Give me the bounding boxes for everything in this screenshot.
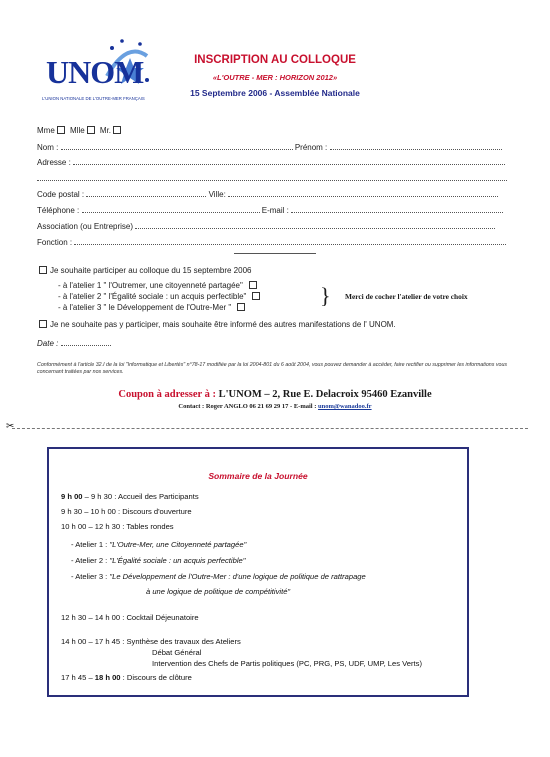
legal-note: Conformément à l'article 32.I de la loi "Informatique et Libertés" n°78-17 modifiée par la loi 2004-801 du 6 août 2004, vous pouvez demander à accéder, faire rectifier ou supprimer les informations vous concernant traitées par nos services. — [37, 362, 508, 375]
brace-icon: } — [320, 283, 331, 308]
schedule-time: 14 h 00 – 17 h 45 — [61, 637, 121, 646]
atelier-title: "L'Outre-Mer, une Citoyenneté partagée" — [109, 540, 247, 549]
closing-item — [61, 673, 192, 682]
adresse-line-2 — [37, 173, 507, 183]
schedule-text: : Accueil des Participants — [112, 492, 199, 501]
participate-row — [37, 266, 251, 275]
summary-box — [47, 447, 469, 697]
mr-label: Mr. — [99, 126, 112, 135]
atelier-title: "Le Développement de l'Outre-Mer : d'une logique de politique de rattrapage — [109, 572, 366, 581]
debat-item: Débat Général — [152, 648, 202, 657]
atelier-3-row — [58, 303, 248, 312]
mr-checkbox[interactable] — [113, 126, 121, 134]
mme-checkbox[interactable] — [57, 126, 65, 134]
coupon-contact: Contact : Roger ANGLO 06 21 69 29 17 - E-mail : — [178, 403, 319, 410]
email-field[interactable] — [291, 205, 503, 213]
atelier-item — [71, 540, 246, 549]
telephone-row — [37, 205, 503, 215]
code-postal-row — [37, 189, 498, 199]
atelier-title-continued: à une logique de politique de compétitivité" — [146, 587, 291, 596]
coupon-address-line — [0, 389, 550, 400]
date-label: Date : — [37, 339, 59, 348]
atelier-item — [71, 572, 366, 581]
logo-wordmark: UNOM — [46, 54, 144, 90]
atelier-3-checkbox[interactable] — [237, 303, 245, 311]
association-label: Association (ou Entreprise) — [37, 222, 134, 231]
atelier-2-checkbox[interactable] — [252, 292, 260, 300]
atelier-title: "L'Égalité sociale : un acquis perfectible" — [109, 556, 246, 565]
coupon-contact-line — [0, 403, 550, 410]
page-title: INSCRIPTION AU COLLOQUE — [194, 54, 356, 66]
fonction-field[interactable] — [74, 237, 506, 245]
adresse-field[interactable] — [73, 157, 505, 165]
nom-label: Nom : — [37, 143, 59, 152]
association-row — [37, 221, 495, 231]
mlle-checkbox[interactable] — [87, 126, 95, 134]
date-field[interactable] — [61, 338, 111, 346]
not-participate-label: Je ne souhaite pas y participer, mais souhaite être informé des autres manifestations de l' UNOM. — [50, 320, 396, 329]
atelier-item — [71, 556, 245, 565]
unom-logo — [40, 34, 155, 109]
atelier-2-label: - à l'atelier 2 " l'Égalité sociale : un acquis perfectible" — [58, 292, 247, 301]
schedule-text: : Tables rondes — [120, 522, 174, 531]
intervention-item: Intervention des Chefs de Partis politiques (PC, PRG, PS, UDF, UMP, Les Verts) — [152, 659, 422, 668]
atelier-3-label: - à l'atelier 3 " le Développement de l'Outre-Mer " — [58, 303, 232, 312]
schedule-time: – 9 h 30 — [82, 492, 113, 501]
civility-row — [37, 126, 124, 135]
schedule-item — [61, 492, 199, 501]
atelier-1-row — [58, 281, 260, 290]
schedule-time: 17 h 45 – — [61, 673, 95, 682]
synthese-item — [61, 637, 241, 646]
schedule-text: : Synthèse des travaux des Ateliers — [120, 637, 241, 646]
association-field[interactable] — [135, 221, 495, 229]
nom-row — [37, 142, 502, 152]
logo-subtitle: L'UNION NATIONALE DE L'OUTRE-MER FRANÇAIS — [42, 96, 145, 101]
ville-field[interactable] — [228, 189, 498, 197]
telephone-label: Téléphone : — [37, 206, 80, 215]
coupon-label: Coupon à adresser à : — [118, 389, 216, 400]
colloque-subtitle: «L'OUTRE - MER : HORIZON 2012» — [212, 73, 338, 82]
code-postal-field[interactable] — [86, 189, 206, 197]
atelier-3-continuation — [146, 587, 290, 596]
code-postal-label: Code postal : — [37, 190, 85, 199]
participate-checkbox[interactable] — [39, 266, 47, 274]
date-row — [37, 338, 111, 348]
schedule-time-bold: 18 h 00 — [94, 673, 121, 682]
schedule-item — [61, 522, 174, 531]
summary-title: Sommaire de la Journée — [208, 471, 308, 481]
prenom-label: Prénom : — [294, 143, 328, 152]
cocktail-item: 12 h 30 – 14 h 00 : Cocktail Déjeunatoire — [61, 613, 199, 622]
separator — [234, 253, 316, 254]
adresse-row — [37, 157, 505, 167]
schedule-time-bold: 9 h 00 — [61, 492, 83, 501]
ville-label: Ville: — [208, 190, 226, 199]
adresse-field-2[interactable] — [37, 173, 507, 181]
participate-label: Je souhaite participer au colloque du 15 septembre 2006 — [50, 266, 252, 275]
schedule-text: : Discours d'ouverture — [115, 507, 192, 516]
coupon-email-link[interactable]: unom@wanadoo.fr — [318, 403, 372, 410]
atelier-label: - Atelier 2 : — [71, 556, 110, 565]
mlle-label: Mlle — [70, 126, 85, 135]
atelier-label: - Atelier 1 : — [71, 540, 110, 549]
adresse-label: Adresse : — [37, 158, 71, 167]
mme-label: Mme — [37, 126, 55, 135]
scissors-icon: ✂ — [6, 421, 15, 432]
coupon-address: L'UNOM – 2, Rue E. Delacroix 95460 Ezanville — [216, 389, 432, 400]
atelier-label: - Atelier 3 : — [71, 572, 110, 581]
atelier-1-checkbox[interactable] — [249, 281, 257, 289]
email-label: E-mail : — [261, 206, 289, 215]
date-line: 15 Septembre 2006 - Assemblée Nationale — [190, 88, 360, 98]
not-participate-row — [37, 320, 396, 329]
nom-field[interactable] — [61, 142, 293, 150]
atelier-choice-note: Merci de cocher l'atelier de votre choix — [345, 292, 468, 301]
schedule-text: : Discours de clôture — [120, 673, 192, 682]
prenom-field[interactable] — [330, 142, 502, 150]
schedule-item — [61, 507, 192, 516]
telephone-field[interactable] — [82, 205, 260, 213]
not-participate-checkbox[interactable] — [39, 320, 47, 328]
schedule-time: 9 h 30 – 10 h 00 — [61, 507, 116, 516]
atelier-2-row — [58, 292, 263, 301]
atelier-1-label: - à l'atelier 1 " l'Outremer, une citoyenneté partagée" — [58, 281, 243, 290]
fonction-row — [37, 237, 506, 247]
schedule-time: 10 h 00 – 12 h 30 — [61, 522, 121, 531]
fonction-label: Fonction : — [37, 238, 73, 247]
cut-line — [12, 428, 528, 429]
